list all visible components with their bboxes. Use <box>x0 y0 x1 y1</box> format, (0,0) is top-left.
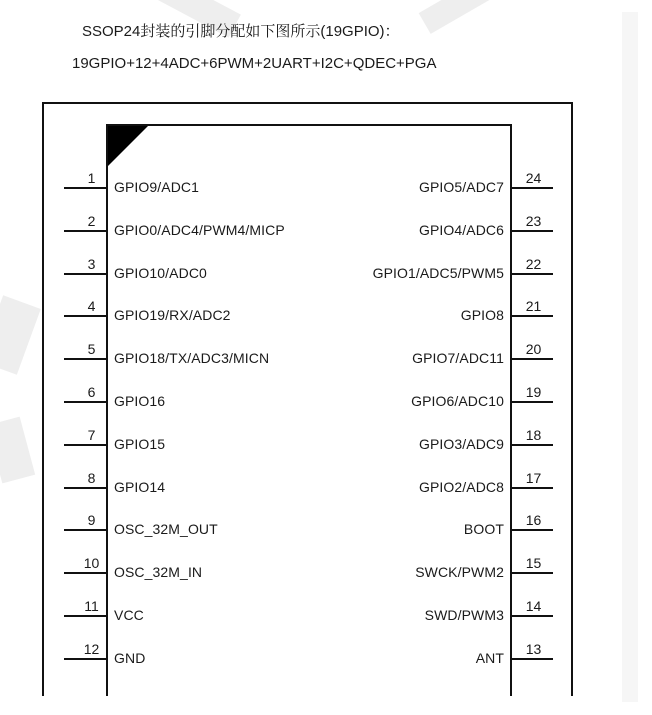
pin-lead-left <box>64 529 107 531</box>
pin-label: SWD/PWM3 <box>424 607 504 623</box>
pin-lead-left <box>64 444 107 446</box>
pin-lead-right <box>510 572 553 574</box>
pin-lead-right <box>510 358 553 360</box>
pin-lead-left <box>64 315 107 317</box>
pin-lead-left <box>64 572 107 574</box>
pin-number: 10 <box>83 555 100 571</box>
pin-label: GPIO1/ADC5/PWM5 <box>372 265 504 281</box>
pin-label: GPIO4/ADC6 <box>418 222 504 238</box>
watermark-stroke <box>0 417 35 484</box>
pin-lead-left <box>64 187 107 189</box>
pin-number: 5 <box>87 341 96 357</box>
pin-label: ANT <box>475 650 504 666</box>
watermark-stroke <box>419 0 492 34</box>
pin-lead-left <box>64 658 107 660</box>
pin-number: 13 <box>525 641 542 657</box>
pin-number: 3 <box>87 256 96 272</box>
pin-number: 1 <box>87 170 96 186</box>
pin-number: 9 <box>87 512 96 528</box>
pin-label: GPIO18/TX/ADC3/MICN <box>114 350 270 366</box>
pin-label: VCC <box>114 607 144 623</box>
pin-number: 16 <box>525 512 542 528</box>
pin-lead-right <box>510 444 553 446</box>
pin-number: 22 <box>525 256 542 272</box>
pin-number: 4 <box>87 298 96 314</box>
pin-lead-left <box>64 358 107 360</box>
pin-lead-right <box>510 401 553 403</box>
pin-label: GPIO19/RX/ADC2 <box>114 307 231 323</box>
pin-number: 11 <box>84 598 99 614</box>
pin-number: 2 <box>87 213 96 229</box>
pin-lead-right <box>510 187 553 189</box>
feature-summary: 19GPIO+12+4ADC+6PWM+2UART+I2C+QDEC+PGA <box>72 55 437 72</box>
pin-number: 15 <box>525 555 542 571</box>
pin-number: 23 <box>525 213 542 229</box>
pin-label: GPIO8 <box>460 307 504 323</box>
pin-label: OSC_32M_OUT <box>114 521 218 537</box>
pin-label: GPIO15 <box>114 436 166 452</box>
pin-label: GPIO14 <box>114 479 166 495</box>
page-edge-strip <box>622 12 638 702</box>
pin-number: 20 <box>525 341 542 357</box>
pin-number: 12 <box>83 641 100 657</box>
pin-label: GND <box>114 650 146 666</box>
pin-label: GPIO10/ADC0 <box>114 265 207 281</box>
pin-label: BOOT <box>463 521 504 537</box>
pin-lead-right <box>510 230 553 232</box>
pin-label: GPIO0/ADC4/PWM4/MICP <box>114 222 285 238</box>
pin-label: GPIO16 <box>114 393 166 409</box>
pin-lead-left <box>64 401 107 403</box>
pin-label: GPIO7/ADC11 <box>412 350 504 366</box>
pin-lead-right <box>510 615 553 617</box>
pin-lead-left <box>64 273 107 275</box>
pin1-indicator <box>108 126 148 166</box>
pin-number: 24 <box>525 170 542 186</box>
pin-lead-right <box>510 529 553 531</box>
pin-lead-right <box>510 658 553 660</box>
pin-label: OSC_32M_IN <box>114 564 203 580</box>
watermark-stroke <box>0 295 41 374</box>
pin-lead-left <box>64 615 107 617</box>
pin-number: 21 <box>525 298 542 314</box>
pin-number: 18 <box>525 427 542 443</box>
page-title: SSOP24封装的引脚分配如下图所示(19GPIO)： <box>82 23 400 40</box>
pin-number: 7 <box>87 427 96 443</box>
pin-number: 8 <box>87 470 96 486</box>
pin-label: GPIO3/ADC9 <box>418 436 504 452</box>
pin-label: GPIO5/ADC7 <box>418 179 504 195</box>
pin-number: 14 <box>525 598 542 614</box>
pin-lead-right <box>510 273 553 275</box>
pin-lead-right <box>510 315 553 317</box>
pin-label: GPIO2/ADC8 <box>418 479 504 495</box>
pin-lead-left <box>64 230 107 232</box>
pin-lead-left <box>64 487 107 489</box>
pin-number: 17 <box>525 470 542 486</box>
pin-number: 19 <box>525 384 542 400</box>
pin-number: 6 <box>87 384 96 400</box>
pin-label: SWCK/PWM2 <box>415 564 504 580</box>
pin-label: GPIO6/ADC10 <box>411 393 504 409</box>
pin-lead-right <box>510 487 553 489</box>
pin-label: GPIO9/ADC1 <box>114 179 200 195</box>
